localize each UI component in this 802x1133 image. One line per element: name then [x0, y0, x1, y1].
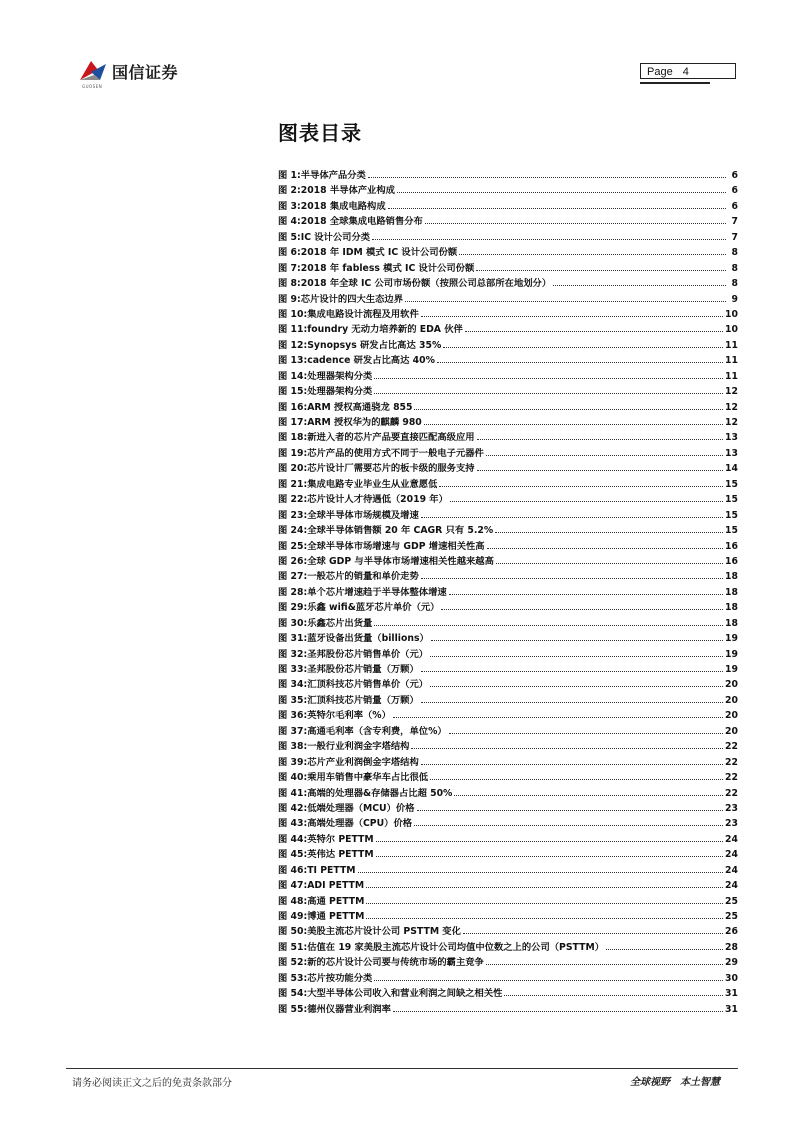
toc-entry-number: 图 16: [278, 401, 308, 413]
toc-entry-number: 图 25: [278, 540, 308, 552]
toc-entry-title: 低端处理器（MCU）价格 [307, 802, 415, 814]
toc-entry-leader [553, 285, 726, 286]
toc-entry-number: 图 43: [278, 818, 308, 830]
toc-entry[interactable] [278, 430, 738, 445]
toc-entry-number: 图 4: [278, 216, 301, 228]
toc-entry-page: 18 [725, 602, 738, 614]
toc-entry-number: 图 50: [278, 926, 308, 938]
toc-entry-page: 10 [725, 324, 738, 336]
toc-entry[interactable] [278, 554, 738, 569]
slogan-right: 本土智慧 [680, 1077, 720, 1088]
toc-entry-page: 24 [725, 864, 738, 876]
toc-entry-title: 全球半导体市场增速与 GDP 增速相关性高 [307, 540, 485, 552]
toc-entry-title: 乐鑫芯片出货量 [307, 617, 373, 629]
toc-entry-title: 新的芯片设计公司要与传统市场的霸主竞争 [307, 957, 484, 969]
toc-entry[interactable] [278, 384, 738, 399]
toc-entry-page: 11 [725, 355, 738, 367]
toc-entry-number: 图 5: [278, 231, 301, 243]
toc-entry-number: 图 32: [278, 648, 308, 660]
toc-entry-leader [421, 578, 723, 579]
toc-entry-leader [368, 177, 726, 178]
toc-entry-leader [366, 918, 723, 919]
toc-entry[interactable] [278, 677, 738, 692]
toc-entry[interactable] [278, 693, 738, 708]
toc-entry-title: 英特尔 PETTM [307, 833, 374, 845]
toc-entry-page: 15 [725, 494, 738, 506]
toc-entry[interactable] [278, 863, 738, 878]
toc-entry-title: 英特尔毛利率（%） [307, 710, 391, 722]
toc-entry-title: 蓝牙设备出货量（billions） [307, 633, 429, 645]
toc-entry-page: 18 [725, 586, 738, 598]
toc-entry[interactable] [278, 801, 738, 816]
toc-entry-number: 图 9: [278, 293, 301, 305]
toc-entry-title: 2018 年 fabless 模式 IC 设计公司份额 [300, 262, 475, 274]
toc-entry[interactable] [278, 631, 738, 646]
toc-entry-title: 处理器架构分类 [307, 370, 373, 382]
toc-entry-number: 图 7: [278, 262, 301, 274]
toc-entry-page: 6 [731, 200, 738, 212]
toc-entry-leader [486, 964, 723, 965]
page-label: Page [647, 66, 673, 78]
toc-entry-number: 图 39: [278, 756, 308, 768]
toc-entry-title: 芯片设计厂需要芯片的板卡级的服务支持 [307, 463, 475, 475]
toc-entry[interactable] [278, 400, 738, 415]
toc-entry-leader [424, 424, 723, 425]
toc-entry[interactable] [278, 1002, 738, 1017]
toc-entry-title: 全球 GDP 与半导体市场增速相关性越来越高 [307, 555, 494, 567]
toc-entry-leader [476, 270, 726, 271]
toc-entry[interactable] [278, 832, 738, 847]
toc-entry-page: 13 [725, 432, 738, 444]
toc-entry-number: 图 41: [278, 787, 308, 799]
toc-entry-number: 图 19: [278, 447, 308, 459]
toc-entry-number: 图 45: [278, 849, 308, 861]
toc-entry-page: 23 [725, 802, 738, 814]
toc-entry-title: 乘用车销售中豪华车占比很低 [307, 772, 429, 784]
toc-entry[interactable] [278, 600, 738, 615]
toc-entry-page: 15 [725, 509, 738, 521]
toc-entry[interactable] [278, 477, 738, 492]
toc-entry-page: 19 [725, 664, 738, 675]
toc-entry-page: 12 [725, 417, 738, 428]
toc-entry-leader [421, 764, 723, 765]
toc-entry-leader [393, 717, 723, 718]
toc-entry[interactable] [278, 461, 738, 476]
toc-entry-page: 12 [725, 386, 738, 398]
toc-entry-page: 19 [725, 633, 738, 645]
toc-entry-number: 图 34: [278, 679, 308, 691]
toc-entry-page: 24 [725, 849, 738, 861]
toc-entry-leader [439, 486, 723, 487]
toc-entry-number: 图 18: [278, 432, 308, 444]
toc-entry[interactable] [278, 183, 738, 198]
toc-entry-title: IC 设计公司分类 [300, 231, 371, 243]
toc-entry-leader [486, 455, 723, 456]
toc-entry-title: cadence 研发占比高达 40% [307, 355, 435, 367]
toc-entry-title: 高通毛利率（含专利费，单位%） [307, 725, 447, 737]
toc-entry-page: 15 [725, 478, 738, 490]
toc-entry-page: 30 [725, 972, 738, 984]
toc-entry-leader [487, 548, 723, 549]
toc-entry-title: ADI PETTM [307, 880, 365, 892]
toc-entry-title: 一般芯片的销量和单价走势 [307, 571, 419, 583]
toc-entry-number: 图 21: [278, 478, 308, 490]
toc-entry-number: 图 17: [278, 417, 308, 428]
toc-entry-number: 图 11: [278, 324, 308, 336]
toc-entry-leader [414, 409, 723, 410]
toc-entry[interactable] [278, 415, 738, 430]
toc-entry[interactable] [278, 307, 738, 322]
toc-entry-page: 9 [731, 293, 738, 305]
toc-entry-leader [374, 378, 723, 379]
toc-title: 图表目录 [278, 121, 362, 145]
toc-entry-title: 2018 集成电路构成 [300, 200, 386, 212]
toc-entry-number: 图 54: [278, 988, 308, 1000]
toc-entry[interactable] [278, 847, 738, 862]
toc-entry-title: 集成电路设计流程及用软件 [307, 308, 419, 320]
toc-entry-number: 图 51: [278, 941, 308, 953]
toc-entry-leader [374, 625, 723, 626]
guosen-logo-icon [78, 58, 108, 84]
toc-entry-title: 集成电路专业毕业生从业意愿低 [307, 478, 438, 490]
toc-entry-number: 图 49: [278, 911, 308, 922]
toc-entry-leader [463, 933, 723, 934]
toc-entry-number: 图 33: [278, 664, 308, 675]
toc-entry-page: 14 [725, 463, 738, 475]
toc-entry-title: Synopsys 研发占比高达 35% [307, 339, 442, 351]
toc-entry-number: 图 8: [278, 278, 301, 290]
toc-entry-number: 图 2: [278, 185, 301, 197]
toc-entry[interactable] [278, 647, 738, 662]
toc-entry-title: 单个芯片增速趋于半导体整体增速 [307, 586, 447, 598]
toc-entry-page: 25 [725, 895, 738, 907]
toc-entry[interactable] [278, 492, 738, 507]
toc-entry-page: 22 [725, 756, 738, 768]
toc-entry-page: 28 [725, 941, 738, 953]
toc-entry-number: 图 3: [278, 200, 301, 212]
toc-entry[interactable] [278, 955, 738, 970]
toc-entry-leader [606, 949, 723, 950]
toc-entry-leader [366, 887, 723, 888]
toc-entry-number: 图 47: [278, 880, 308, 892]
toc-entry-page: 8 [731, 247, 738, 259]
toc-entry[interactable] [278, 986, 738, 1001]
toc-entry-leader [405, 301, 726, 302]
toc-entry-leader [504, 995, 723, 996]
toc-entry-leader [397, 192, 726, 193]
toc-entry[interactable] [278, 878, 738, 893]
toc-entry-page: 12 [725, 401, 738, 413]
toc-entry-title: 圣邦股份芯片销售单价（元） [307, 648, 429, 660]
toc-entry-number: 图 14: [278, 370, 308, 382]
toc-entry-title: 圣邦股份芯片销量（万颗） [307, 664, 419, 675]
toc-entry-leader [421, 517, 723, 518]
toc-entry-number: 图 23: [278, 509, 308, 521]
toc-entry-page: 31 [725, 988, 738, 1000]
toc-entry-leader [441, 609, 723, 610]
toc-entry[interactable] [278, 971, 738, 986]
toc-entry-title: 大型半导体公司收入和营业利润之间缺之相关性 [307, 988, 503, 1000]
header-rule [640, 82, 710, 84]
toc-entry-leader [421, 316, 723, 317]
toc-entry[interactable] [278, 786, 738, 801]
toc-entry-leader [496, 563, 723, 564]
toc-entry-page: 23 [725, 818, 738, 830]
toc-entry-number: 图 36: [278, 710, 308, 722]
toc-entry-number: 图 44: [278, 833, 308, 845]
toc-entry[interactable] [278, 168, 738, 183]
toc-entry-title: 乐鑫 wifi&蓝牙芯片单价（元） [307, 602, 440, 614]
toc-entry-page: 18 [725, 617, 738, 629]
toc-entry[interactable] [278, 523, 738, 538]
brand-name: 国信证券 [112, 62, 179, 82]
toc-entry-number: 图 55: [278, 1003, 308, 1015]
toc-entry-page: 20 [725, 679, 738, 691]
toc-entry-title: TI PETTM [307, 864, 356, 876]
toc-entry-number: 图 29: [278, 602, 308, 614]
toc-entry-page: 22 [725, 787, 738, 799]
toc-entry-leader [437, 362, 723, 363]
toc-entry-title: 2018 半导体产业构成 [300, 185, 395, 197]
toc-entry-page: 13 [725, 447, 738, 459]
toc-entry-number: 图 52: [278, 957, 308, 969]
toc-entry[interactable] [278, 245, 738, 260]
brand-sub: GUOSEN [82, 84, 103, 89]
toc-entry-page: 20 [725, 694, 738, 706]
toc-entry-leader [425, 223, 726, 224]
toc-entry-title: 德州仪器营业利润率 [307, 1003, 391, 1015]
toc-entry-page: 7 [731, 216, 738, 228]
toc-entry[interactable] [278, 569, 738, 584]
toc-entry-leader [459, 254, 726, 255]
toc-entry[interactable] [278, 446, 738, 461]
footer-rule [66, 1068, 738, 1069]
toc-entry-number: 图 26: [278, 555, 308, 567]
toc-entry[interactable] [278, 199, 738, 214]
toc-entry[interactable] [278, 214, 738, 229]
toc-entry[interactable] [278, 261, 738, 276]
toc-entry-title: 汇顶科技芯片销售单价（元） [307, 679, 429, 691]
toc-entry-title: 2018 全球集成电路销售分布 [300, 216, 423, 228]
toc-entry-leader [393, 1011, 723, 1012]
toc-entry-leader [430, 656, 723, 657]
toc-entry[interactable] [278, 276, 738, 291]
toc-entry-title: 新进入者的芯片产品要直接匹配高级应用 [307, 432, 475, 444]
toc-entry-number: 图 48: [278, 895, 308, 907]
toc-entry-title: 英伟达 PETTM [307, 849, 374, 861]
toc-entry-title: 高端处理器（CPU）价格 [307, 818, 413, 830]
toc-entry-leader [374, 980, 723, 981]
toc-entry[interactable] [278, 539, 738, 554]
toc-entry-page: 6 [731, 185, 738, 197]
toc-entry-number: 图 42: [278, 802, 308, 814]
toc-entry-number: 图 46: [278, 864, 308, 876]
toc-entry-title: ARM 授权高通骁龙 855 [307, 401, 413, 413]
toc-entry-title: 芯片产业利润倒金字塔结构 [307, 756, 419, 768]
toc-entry-page: 24 [725, 880, 738, 892]
toc-entry-number: 图 22: [278, 494, 308, 506]
toc-entry-title: ARM 授权华为的麒麟 980 [307, 417, 422, 428]
toc-entry-leader [430, 779, 723, 780]
toc-entry-page: 26 [725, 926, 738, 938]
toc-entry[interactable] [278, 894, 738, 909]
toc-entry-leader [421, 702, 723, 703]
toc-entry[interactable] [278, 755, 738, 770]
toc-entry-title: 一般行业利润金字塔结构 [307, 741, 410, 753]
toc-entry-leader [431, 640, 723, 641]
toc-entry-page: 18 [725, 571, 738, 583]
toc-entry-number: 图 40: [278, 772, 308, 784]
page-number: 4 [682, 66, 689, 78]
toc-entry-page: 8 [731, 262, 738, 274]
brand-logo [78, 58, 178, 84]
toc-entry-leader [450, 501, 723, 502]
toc-entry-page: 15 [725, 525, 738, 537]
toc-entry-leader [376, 841, 723, 842]
toc-entry[interactable] [278, 369, 738, 384]
footer-disclaimer: 请务必阅读正文之后的免责条款部分 [72, 1078, 232, 1089]
toc-entry-page: 24 [725, 833, 738, 845]
toc-entry-leader [411, 748, 723, 749]
toc-entry-leader [421, 671, 723, 672]
toc-entry-number: 图 10: [278, 308, 308, 320]
toc-entry-number: 图 37: [278, 725, 308, 737]
toc-entry-page: 22 [725, 772, 738, 784]
toc-entry-leader [443, 347, 723, 348]
toc-entry[interactable] [278, 292, 738, 307]
toc-entry-number: 图 53: [278, 972, 308, 984]
toc-entry[interactable] [278, 322, 738, 337]
toc-entry-number: 图 35: [278, 694, 308, 706]
toc-entry-title: 高通 PETTM [307, 895, 365, 907]
toc-entry-number: 图 1: [278, 170, 301, 181]
toc-entry-number: 图 6: [278, 247, 301, 259]
toc-entry-number: 图 38: [278, 741, 308, 753]
toc-entry-number: 图 24: [278, 525, 308, 537]
toc-entry-leader [417, 810, 724, 811]
toc-entry[interactable] [278, 616, 738, 631]
toc-entry[interactable] [278, 909, 738, 924]
toc-entry-page: 25 [725, 911, 738, 922]
toc-entry-leader [358, 872, 723, 873]
toc-entry-page: 29 [725, 957, 738, 969]
toc-entry-title: 全球半导体销售额 20 年 CAGR 只有 5.2% [307, 525, 494, 537]
toc-entry-page: 20 [725, 725, 738, 737]
toc-entry-leader [376, 856, 723, 857]
toc-entry-page: 11 [725, 370, 738, 382]
toc-entry-leader [477, 470, 723, 471]
toc-entry-page: 10 [725, 308, 738, 320]
toc-entry-number: 图 12: [278, 339, 308, 351]
toc-entry[interactable] [278, 770, 738, 785]
toc-entry-page: 31 [725, 1003, 738, 1015]
toc-entry[interactable] [278, 662, 738, 677]
toc-entry-title: 汇顶科技芯片销量（万颗） [307, 694, 419, 706]
toc-entry[interactable] [278, 230, 738, 245]
toc-entry-page: 20 [725, 710, 738, 722]
toc-entry-title: 美股主流芯片设计公司 PSTTM 变化 [307, 926, 461, 938]
toc-entry-title: foundry 无动力培养新的 EDA 伙伴 [307, 324, 463, 336]
toc-list [278, 168, 738, 1017]
toc-entry-leader [388, 208, 726, 209]
toc-entry-title: 半导体产品分类 [300, 170, 366, 181]
toc-entry-page: 19 [725, 648, 738, 660]
toc-entry[interactable] [278, 724, 738, 739]
toc-entry-page: 11 [725, 339, 738, 351]
toc-entry-leader [372, 239, 726, 240]
toc-entry-leader [414, 825, 723, 826]
toc-entry-page: 8 [731, 278, 738, 290]
toc-entry[interactable] [278, 338, 738, 353]
toc-entry-title: 芯片设计人才待遇低（2019 年） [307, 494, 448, 506]
toc-entry-leader [449, 733, 723, 734]
toc-entry-title: 2018 年 IDM 模式 IC 设计公司份额 [300, 247, 458, 259]
toc-entry-number: 图 31: [278, 633, 308, 645]
slogan-left: 全球视野 [630, 1077, 670, 1088]
toc-entry-leader [449, 594, 723, 595]
toc-entry-page: 6 [731, 170, 738, 181]
toc-entry-leader [374, 393, 723, 394]
toc-entry-leader [477, 439, 723, 440]
toc-entry[interactable] [278, 816, 738, 831]
toc-entry-title: 处理器架构分类 [307, 386, 373, 398]
toc-entry-number: 图 20: [278, 463, 308, 475]
toc-entry-title: 芯片按功能分类 [307, 972, 373, 984]
toc-entry-leader [454, 795, 723, 796]
toc-entry[interactable] [278, 708, 738, 723]
toc-entry[interactable] [278, 585, 738, 600]
toc-entry[interactable] [278, 508, 738, 523]
toc-entry-number: 图 27: [278, 571, 308, 583]
footer-slogan [630, 1073, 720, 1088]
toc-entry-number: 图 13: [278, 355, 308, 367]
toc-entry-page: 22 [725, 741, 738, 753]
toc-entry[interactable] [278, 940, 738, 955]
toc-entry-number: 图 15: [278, 386, 308, 398]
toc-entry-leader [430, 686, 723, 687]
toc-entry-leader [465, 331, 723, 332]
toc-entry-title: 估值在 19 家美股主流芯片设计公司均值中位数之上的公司（PSTTM） [307, 941, 604, 953]
toc-entry-title: 2018 年全球 IC 公司市场份额（按照公司总部所在地划分） [300, 278, 552, 290]
page-indicator [640, 63, 736, 79]
toc-entry-title: 全球半导体市场规模及增速 [307, 509, 419, 521]
toc-entry-page: 7 [731, 231, 738, 243]
toc-entry[interactable] [278, 353, 738, 368]
toc-entry[interactable] [278, 739, 738, 754]
toc-entry[interactable] [278, 924, 738, 939]
toc-entry-title: 芯片产品的使用方式不同于一般电子元器件 [307, 447, 484, 459]
toc-entry-number: 图 30: [278, 617, 308, 629]
toc-entry-number: 图 28: [278, 586, 308, 598]
toc-entry-page: 16 [725, 540, 738, 552]
toc-entry-title: 高端的处理器&存储器占比超 50% [307, 787, 453, 799]
toc-entry-leader [366, 903, 723, 904]
toc-entry-title: 芯片设计的四大生态边界 [300, 293, 404, 305]
toc-entry-page: 16 [725, 555, 738, 567]
toc-entry-title: 博通 PETTM [307, 911, 365, 922]
toc-entry-leader [495, 532, 723, 533]
